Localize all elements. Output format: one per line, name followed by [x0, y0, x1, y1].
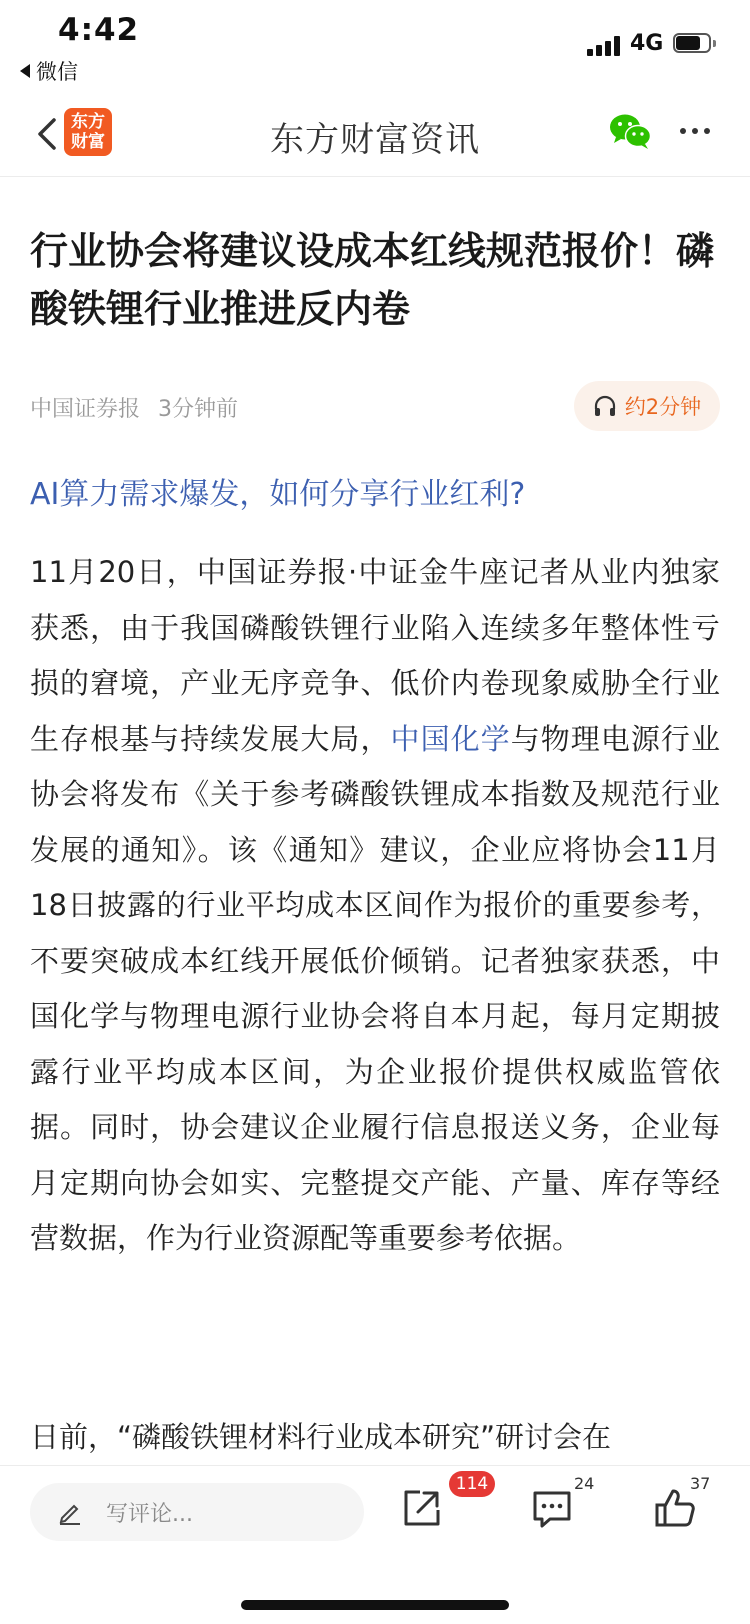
comment-count: 24: [574, 1474, 595, 1493]
stock-link-zhongguohuaxue[interactable]: 中国化学: [390, 721, 511, 756]
article-time: 3分钟前: [158, 397, 239, 422]
wechat-share-icon[interactable]: [608, 112, 652, 150]
listen-audio-button[interactable]: [574, 381, 720, 431]
article-source: 中国证券报: [30, 397, 141, 422]
bottom-action-bar: [0, 1465, 750, 1624]
headphones-icon: [593, 395, 617, 417]
share-icon[interactable]: [400, 1486, 444, 1530]
back-to-wechat-link[interactable]: [20, 56, 78, 86]
article-meta: [30, 392, 238, 423]
share-count-badge: 114: [449, 1471, 495, 1497]
status-bar: [0, 0, 750, 92]
article-paragraph-1: 11月20日，中国证券报·中证金牛座记者从业内独家获悉，由于我国磷酸铁锂行业陷入连续多年整体性亏损的窘境，产业无序竞争、低价内卷现象威胁全行业生存根基与持续发展大局，中国化学与物理电源行业协会将发布《关于参考磷酸铁锂成本指数及规范行业发展的通知》。该《通知》建议，企业应将协会11月18日披露的行业平均成本区间作为报价的重要参考，不要突破成本红线开展低价倾销。记者独家获悉，中国化学与物理电源行业协会将自本月起，每月定期披露行业平均成本区间，为企业报价提供权威监管依据。同时，协会建议企业履行信息报送义务，企业每月定期向协会如实、完整提交产能、产量、库存等经营数据，作为行业资源配等重要参考依据。: [30, 555, 720, 1255]
home-indicator: [241, 1600, 509, 1610]
listen-duration: 约2分钟: [624, 395, 702, 419]
eastmoney-logo: 东方 财富: [64, 108, 112, 156]
more-options-icon[interactable]: [680, 128, 710, 134]
comment-icon[interactable]: [530, 1488, 574, 1530]
cellular-signal-icon: [587, 34, 623, 56]
nav-bar: [0, 92, 750, 177]
comment-input[interactable]: [30, 1483, 364, 1541]
like-count: 37: [690, 1474, 711, 1493]
network-type: 4G: [630, 31, 664, 56]
promo-link[interactable]: AI算力需求爆发，如何分享行业红利?: [30, 477, 526, 512]
comment-placeholder: 写评论...: [106, 1501, 193, 1527]
back-app-label: 微信: [36, 60, 78, 84]
status-time: 4:42: [58, 12, 140, 48]
back-triangle-icon: [20, 64, 30, 78]
article-headline: 行业协会将建议设成本红线规范报价！磷酸铁锂行业推进反内卷: [30, 229, 715, 331]
nav-title: 东方财富资讯: [270, 120, 480, 160]
article-paragraph-2: 日前，“磷酸铁锂材料行业成本研究”研讨会在: [30, 1420, 612, 1454]
pencil-icon: [56, 1498, 84, 1526]
battery-icon: [673, 33, 717, 55]
